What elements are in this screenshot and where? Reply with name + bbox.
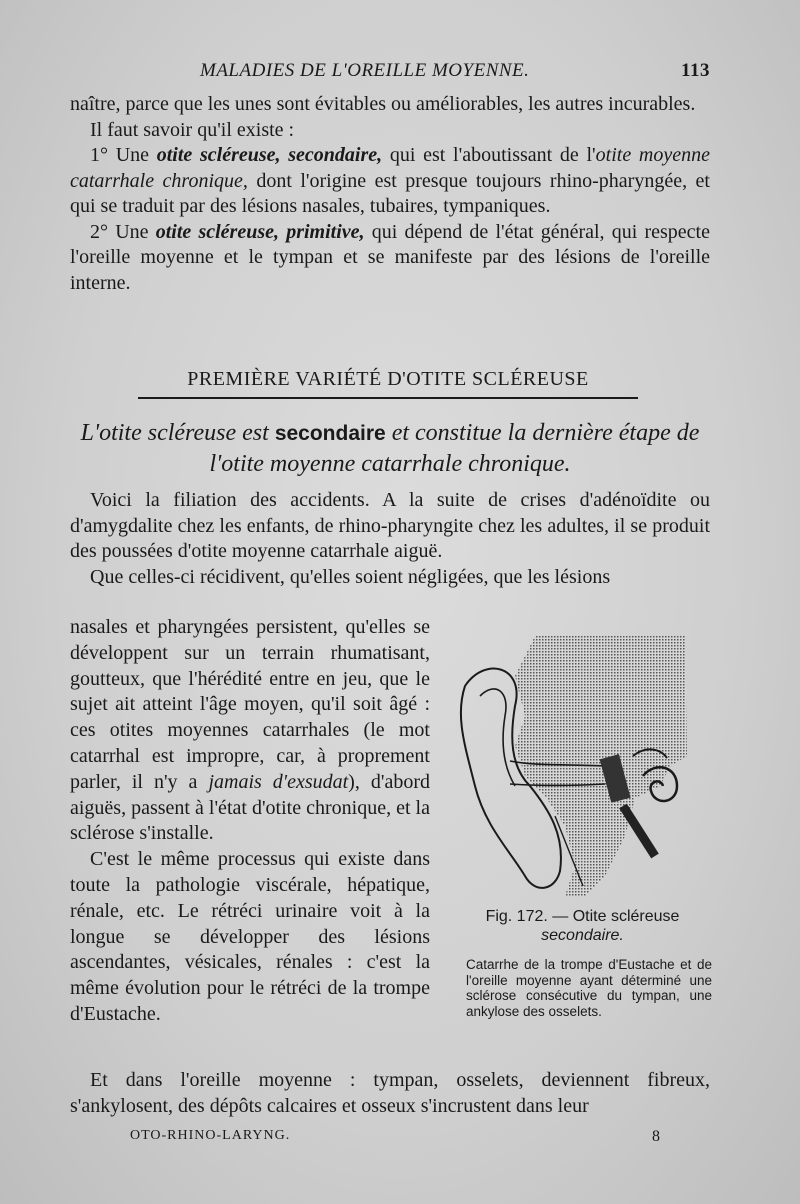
paragraph-1: Voici la filiation des accidents. A la suite de crises d'adénoïdite ou d'amygdalite chez les enfants, de rhino-pharyngite chez les adultes, il se produit des poussées d'otite moyenne catarrhale aiguë.: [70, 489, 710, 562]
list-item-2: [70, 220, 710, 297]
paragraph-2-opening: Que celles-ci récidivent, qu'elles soient négligées, que les lésions: [90, 565, 611, 588]
item2-num: 2° Une: [90, 220, 149, 243]
ear-figure-illustration: [455, 636, 695, 896]
body-top-block: [70, 488, 710, 590]
item2-term: otite scléreuse, primitive,: [155, 220, 365, 243]
subtitle-part-a: L'otite scléreuse est: [80, 420, 275, 446]
section-heading: PREMIÈRE VARIÉTÉ D'OTITE SCLÉREUSE: [138, 368, 638, 399]
para2-italic: jamais d'exsudat: [208, 770, 349, 793]
footer-title: OTO-RHINO-LARYNG.: [130, 1128, 291, 1143]
intro-lead: Il faut savoir qu'il existe :: [90, 118, 295, 141]
para2-col-text: nasales et pharyngées persistent, qu'elles se développent sur un terrain rhumatisant, goutteux, que l'hérédité entre en jeu, que le sujet ait atteint l'âge moyen, qu'il soit âgé : ces otites moyennes catarrhales (le mot catarrhal est impropre, car, à proprement parler, il n'y a: [70, 616, 430, 793]
running-title: MALADIES DE L'OREILLE MOYENNE.: [200, 60, 530, 81]
subtitle-part-b: et constitue la dernière étape de l'otite moyenne catarrhale chronique.: [209, 420, 700, 477]
intro-block: [70, 92, 710, 296]
item1-text-a: qui est l'aboutissant de l': [382, 144, 596, 166]
running-head: [70, 60, 710, 88]
paragraph-4: Et dans l'oreille moyenne : tympan, osselets, deviennent fibreux, s'ankylosent, des dépôts calcaires et osseux s'incrustent dans leur: [70, 1069, 710, 1117]
para2-end: ), d'abord aiguës, passent à l'état d'otite chronique, et la sclérose s'installe.: [70, 770, 430, 845]
left-column: [70, 615, 430, 1028]
page-footer: [130, 1128, 660, 1144]
paragraph-3: C'est le même processus qui existe dans toute la pathologie viscérale, hépatique, rénale, etc. Le rétréci urinaire voit à la longue se développer des lésions ascendantes, vésicales, rénales : c'est la même évolution pour le rétréci de la trompe d'Eustache.: [70, 848, 430, 1025]
page-number: 113: [681, 60, 710, 81]
list-item-1: [70, 143, 710, 220]
figure-caption: [455, 907, 710, 945]
body-bottom-block: [70, 1068, 710, 1119]
item1-term-italic: otite moyenne catarrhale chronique,: [70, 144, 710, 192]
signature-mark: 8: [652, 1128, 660, 1145]
intro-line: naître, parce que les unes sont évitables ou améliorables, les autres incurables.: [70, 93, 696, 115]
item2-text: qui dépend de l'état général, qui respecte l'oreille moyenne et le tympan et se manifeste par des lésions de l'oreille interne.: [70, 220, 710, 294]
item1-num: 1° Une: [90, 144, 150, 166]
item1-term: otite scléreuse, secondaire,: [156, 144, 383, 166]
figure-description: Catarrhe de la trompe d'Eustache et de l'oreille moyenne ayant déterminé une sclérose consécutive du tympan, une ankylose des osselets.: [466, 957, 712, 1019]
caption-line-2: secondaire.: [541, 927, 624, 944]
caption-line-1: Fig. 172. — Otite scléreuse: [485, 908, 680, 925]
section-subtitle: [70, 418, 710, 479]
item1-text-b: dont l'origine est presque toujours rhino-pharyngée, et qui se traduit par des lésions nasales, tubaires, tympaniques.: [70, 169, 710, 217]
paragraph-2-column: [70, 615, 430, 847]
subtitle-bold: secondaire: [274, 422, 386, 445]
